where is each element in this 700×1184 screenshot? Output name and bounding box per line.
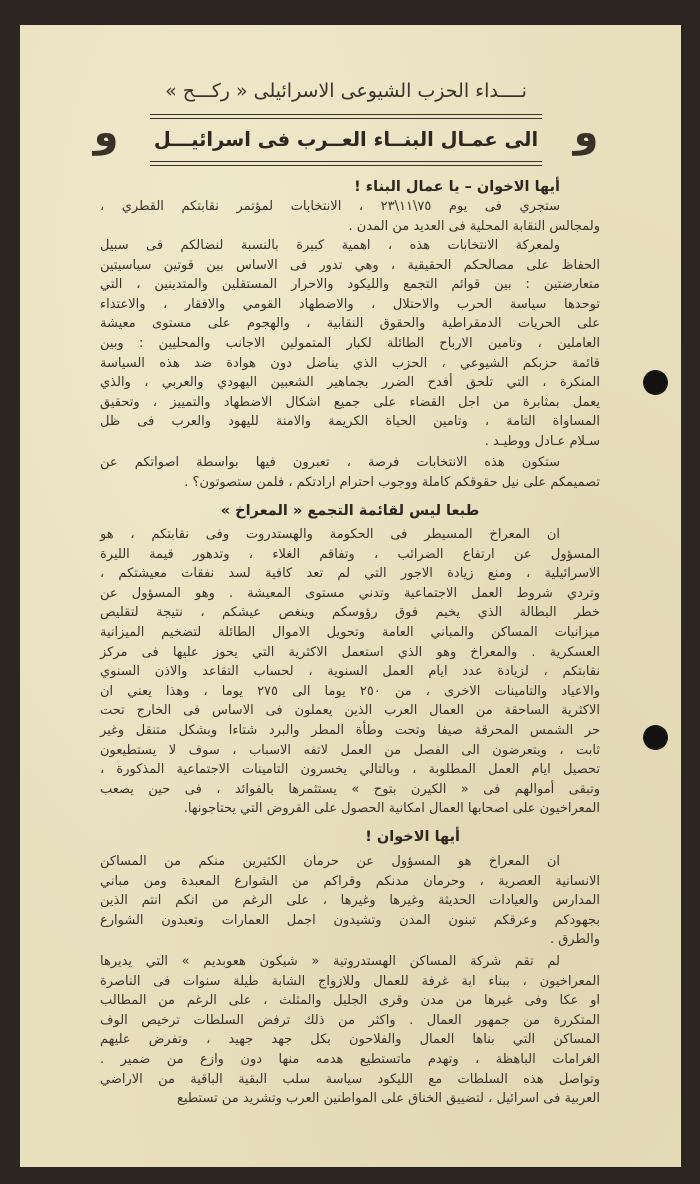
paragraph bbox=[100, 952, 600, 1109]
text-line: العربية فى اسرائيل ، لتضييق الخناق على المواطنين العرب وتشريد من تستطيع bbox=[177, 1091, 600, 1107]
party-emblem-icon: و bbox=[93, 110, 119, 156]
text-line: يعمل بمثابرة من اجل القضاء على جميع اشكال الاضطهاد والتمييز ، وتحقيق bbox=[100, 394, 600, 410]
text-line: بجهودكم وعرقكم تبنون المدن وتشيدون اجمل العمارات وتعبدون الشوارع bbox=[100, 912, 600, 928]
text-line: وتبقى أموالهم فى « الكيرن بتوح » يستثمرها بالفوائد ، فى حين يصعب bbox=[100, 781, 600, 797]
party-emblem-icon: و bbox=[573, 110, 599, 156]
text-line: تحصيل ايام العمل المطلوبة ، وبالتالي يخسرون التامينات الاجتماعية المذكورة ، bbox=[100, 762, 600, 778]
text-line: او عكا وفى غيرها من مدن وقرى الجليل والمثلث ، على الرغم من المطالب bbox=[100, 993, 600, 1009]
text-line: توحدها سياسة الحرب والاحتلال ، والاضطهاد القومي والافقار ، والاعتداء bbox=[100, 296, 600, 312]
text-line: حر الشمس المحرقة صيفا وتحت وطأة المطر والبرد شتاءا وبشكل متنقل وغير bbox=[100, 722, 600, 738]
text-line: المدارس والعيادات الحديثة وغيرها وغيرها ، على الرغم من انكم انتم الذين bbox=[100, 893, 600, 909]
text-line: والاعياد والتامينات الاخرى ، من ٢٥٠ يوما الى ٢٧٥ يوما ، وهذا يعني ان bbox=[100, 683, 600, 699]
divider bbox=[150, 114, 542, 115]
text-line: المساواة التامة ، وتامين الحياة الكريمة والامنة لليهود والعرب فى ظل bbox=[100, 414, 600, 430]
divider bbox=[150, 161, 542, 162]
punch-hole bbox=[643, 725, 668, 750]
punch-hole bbox=[643, 370, 668, 395]
text-line: ان المعراخ هو المسؤول عن حرمان الكثيرين منكم من المساكن bbox=[100, 854, 560, 869]
text-line: المعراخيون ، ببناء اية غرفة للعمال وللازواج الشابة طيلة سنوات فى الناصرة bbox=[100, 973, 600, 989]
text-line: الحفاظ على مصالحكم الحقيقية ، وهي تدور فى الاساس بين قوتين سياسيتين bbox=[100, 257, 600, 273]
section-heading bbox=[100, 827, 460, 847]
section-heading bbox=[100, 501, 600, 521]
paragraph bbox=[100, 236, 600, 452]
text-line: العاملين ، وتامين الارباح الطائلة لكبار المتمولين الاجانب والمحليين : وبين bbox=[100, 335, 600, 351]
text-line: خطر البطالة الذي يخيم فوق رؤوسكم وينغص عيشكم ، نتيجة لتقليص bbox=[100, 605, 600, 621]
divider bbox=[150, 165, 542, 166]
document-title: نــــداء الحزب الشيوعى الاسرائيلى « ركـــح » bbox=[165, 80, 527, 102]
text-line: والطرق . bbox=[549, 932, 600, 948]
text-line: ستكون هذه الانتخابات فرصة ، تعبرون فيها بواسطة اصواتكم عن bbox=[100, 455, 560, 470]
text-line: وتردي شروط العمل الاجتماعية وتدني مستوى المعيشة . وهو المسؤول عن bbox=[100, 585, 600, 601]
text-line: ستجري فى يوم ٧٥\١١\٢٣ ، الانتخابات لمؤتمر نقابتكم القطري ، bbox=[100, 199, 560, 214]
text-line: نقابتكم ، لزيادة عدد ايام العمل السنوية ، لحساب التقاعد والاذن السنوي bbox=[100, 664, 600, 680]
text-line: ولمعركة الانتخابات هذه ، اهمية كبيرة بالنسبة لنضالكم فى سبيل bbox=[100, 238, 560, 253]
text-line: قائمة حزبكم الشيوعي ، الحزب الذي يناضل دون هوادة ضد هذه السياسة bbox=[100, 355, 600, 371]
text-line: ميزانيات المساكن والمباني العامة وتحويل الاموال الطائلة لتضخيم الميزانية bbox=[100, 624, 600, 640]
divider bbox=[150, 118, 542, 119]
text-line: وتواصل هذه السلطات مع الليكود سياسة سلب البقية الباقية من الاراضي bbox=[100, 1071, 600, 1087]
text-line: الغرامات الباهظة ، وتهدم ماتستطيع هدمه منها دون وازع من ضمير . bbox=[100, 1051, 600, 1067]
heading-text: أيها الاخوان ! bbox=[365, 829, 460, 845]
text-line: الانسانية العصرية ، وحرمان مدنكم وقراكم من الشوارع المعبدة ومن مباني bbox=[100, 873, 600, 889]
text-line: متعارضتين : بين قوائم التجمع والليكود والاحرار المستقلين والمتدينين ، التي bbox=[100, 277, 600, 293]
text-line: على الحريات الدمقراطية والحقوق النقابية ، والهجوم على مستوى معيشة bbox=[100, 316, 600, 332]
text-line: المتكررة من جمهور العمال . واكثر من ذلك ترفض السلطات ترخيص الوف bbox=[100, 1012, 600, 1028]
text-line: المساكن التي بناها العمال والفلاحون بكل جهد جهيد ، وتفرض عليهم bbox=[100, 1032, 600, 1048]
paragraph bbox=[100, 852, 600, 950]
text-line: الاكثرية الساحقة من العمال العرب الذين يعملون فى الاساس فى الخارج تحت bbox=[100, 703, 600, 719]
text-line: لم تقم شركة المساكن الهستدروتية « شيكون هعوبديم » التي يديرها bbox=[100, 954, 560, 969]
text-line: ان المعراخ المسيطر فى الحكومة والهستدروت وفى نقابتكم ، هو bbox=[100, 527, 560, 542]
text-line: المنكرة ، التي تلحق أفدح الضرر بجماهير الشعبين اليهودي والعربي ، والذي bbox=[100, 375, 600, 391]
text-line: المسؤول عن ارتفاع الضرائب ، وتفاقم الغلاء ، وتدهور قيمة الليرة bbox=[100, 546, 600, 562]
paragraph bbox=[100, 197, 600, 236]
text-line: الاسرائيلية ، ومنع زيادة الاجور التي لم تعد كافية لسد نفقات معيشتكم ، bbox=[100, 566, 600, 582]
text-line: سـلام عـادل ووطيـد . bbox=[484, 433, 600, 449]
section-heading bbox=[100, 177, 560, 197]
heading-text: طبعا ليس لقائمة التجمع « المعراخ » bbox=[220, 503, 480, 519]
paragraph bbox=[100, 525, 600, 819]
document-headline: الى عمـال البنــاء العــرب فى اسرائيـــل bbox=[153, 128, 539, 151]
text-line: ولمجالس النقابة المحلية فى العديد من المدن . bbox=[348, 218, 600, 234]
paragraph bbox=[100, 453, 600, 492]
text-line: ثابت ، ويتعرضون الى الفصل من العمل لاتفه الاسباب ، سوف لا يستطيعون bbox=[100, 742, 600, 758]
text-line: المعراخيون على اصحابها العمال امكانية الحصول على القروض التي يحتاجونها. bbox=[183, 801, 600, 817]
heading-text: أيها الاخوان – يا عمال البناء ! bbox=[354, 179, 560, 195]
text-line: العسكرية . والمعراخ وهو الذي استعمل الاكثرية التي يحوز عليها فى مركز bbox=[100, 644, 600, 660]
text-line: تصميمكم على نيل حقوقكم كاملة ووجوب احترام ارادتكم ، فلمن ستصوتون؟ . bbox=[184, 474, 600, 490]
